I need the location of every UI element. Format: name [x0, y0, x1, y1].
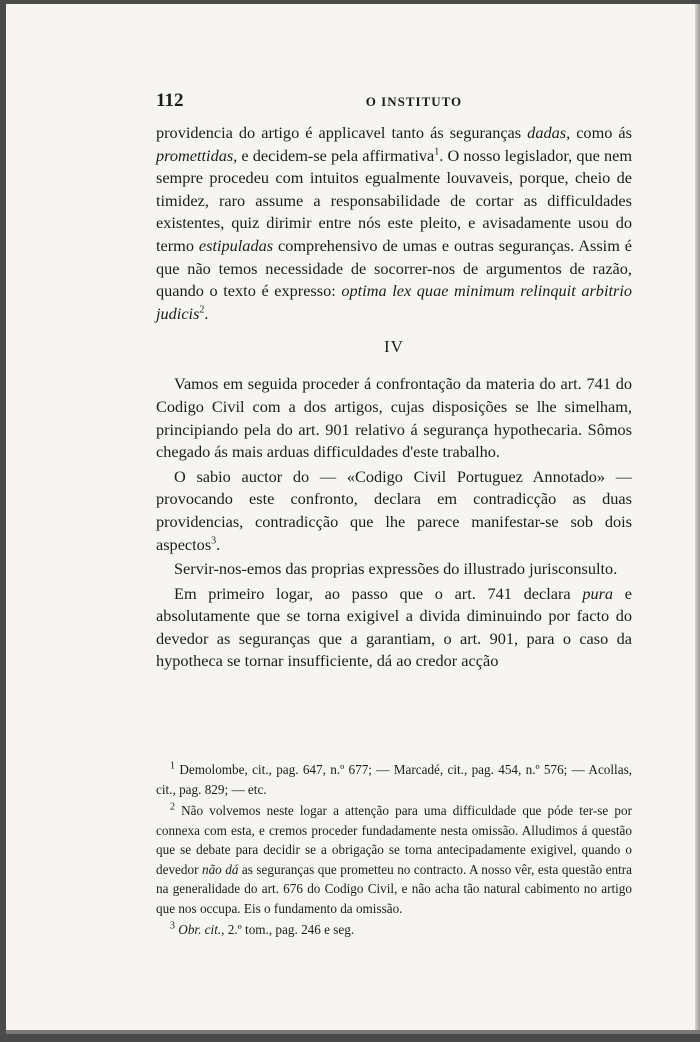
text-run: providencia do artigo é applicavel tanto ás seguranças	[156, 123, 528, 142]
footnote-text: Demolombe, cit., pag. 647, n.º 677; — Marcadé, cit., pag. 454, n.º 576; — Acollas, cit., pag. 829; — etc.	[156, 762, 632, 797]
italic-run: estipuladas	[198, 235, 274, 255]
footnote-number: 3	[170, 920, 175, 932]
text-run: O sabio auctor do — «Codigo Civil Portuguez Annotado» — provocando este confronto, declara em contradicção as duas providencias, contradicção que lhe parece manifestar-se sob dois aspectos	[156, 466, 632, 554]
section-heading: IV	[384, 337, 404, 357]
text-run: e decidem-se pela affirmativa	[237, 145, 435, 165]
italic-run: pura	[582, 583, 614, 603]
text-run: Em primeiro logar, ao passo que o art. 741 declara	[174, 583, 583, 603]
page-number: 112	[156, 90, 184, 111]
footnote-text: 2.º tom., pag. 246 e seg.	[224, 922, 355, 937]
italic-run: dadas,	[527, 123, 571, 142]
footnote-1	[156, 760, 632, 799]
text-run: como ás	[570, 123, 632, 142]
footnote-number: 1	[170, 760, 175, 772]
italic-run: promettidas,	[156, 145, 238, 165]
paragraph	[156, 466, 632, 556]
footnotes	[156, 760, 632, 940]
footnote-ref-1: 1	[434, 146, 440, 158]
main-text	[156, 122, 632, 673]
page-edge	[695, 4, 700, 1034]
text-run: .	[216, 534, 221, 554]
paragraph	[156, 583, 632, 673]
paragraph-continuation	[156, 122, 632, 325]
text-run: .	[204, 303, 209, 323]
paragraph: Vamos em seguida proceder á confrontação da materia do art. 741 do Codigo Civil com a dos artigos, cujas disposições se lhe simelham, principiando pela do art. 901 relativo á segurança hypothecaria. Sômos chegado ás mais arduas difficuldades d'este trabalho.	[156, 374, 632, 462]
footnote-2	[156, 801, 632, 918]
footnote-text: as seguranças que prometteu no contracto. A nosso vêr, esta questão entra na generalidade do art. 676 do Codigo Civil, e não acha tão natural cabimento no artigo que nos occupa. Eis o fundamento da omissão.	[156, 861, 633, 916]
running-title: O INSTITUTO	[365, 94, 463, 109]
footnote-text: Não volvemos neste logar a attenção para uma difficuldade que póde ter-se por connexa com esta, e cremos proceder fundadamente nesta omissão. Alludimos á questão que se debate para decidir se a obrigação se torna antecipadamente exigivel, quando o devedor	[156, 803, 632, 877]
footnote-ref-3: 3	[211, 535, 217, 547]
footnote-3	[156, 920, 632, 940]
page-bottom-edge	[6, 1030, 700, 1034]
italic-run: não dá	[201, 861, 239, 877]
page-header	[156, 90, 632, 114]
text-run: e absolutamente que se torna exigivel a divida diminuindo por facto do devedor as seguranças que a garantiam, o art. 901, para o caso da hypotheca se tornar insufficiente, dá ao credor acção	[156, 583, 632, 671]
footnote-number: 2	[170, 801, 175, 813]
footnote-ref-2: 2	[199, 304, 205, 316]
paragraph: Servir-nos-emos das proprias expressões do illustrado jurisconsulto.	[174, 559, 618, 579]
latin-maxim: optima lex quae minimum relinquit arbitrio judicis	[156, 281, 632, 323]
italic-run: Obr. cit.,	[178, 922, 225, 937]
text-run: . O nosso legislador, que nem sempre procedeu com intuitos egualmente louvaveis, porque, cheio de timidez, raro assume a responsabilidade de cortar as difficuldades existentes, quiz dirimir entre nós este pleito, e avisadamente usou do termo	[156, 145, 632, 255]
text-run: comprehensivo de umas e outras seguranças. Assim é que não temos necessidade de socorrer-nos de argumentos de razão, quando o texto é expresso:	[156, 235, 633, 301]
book-page	[6, 4, 700, 1034]
